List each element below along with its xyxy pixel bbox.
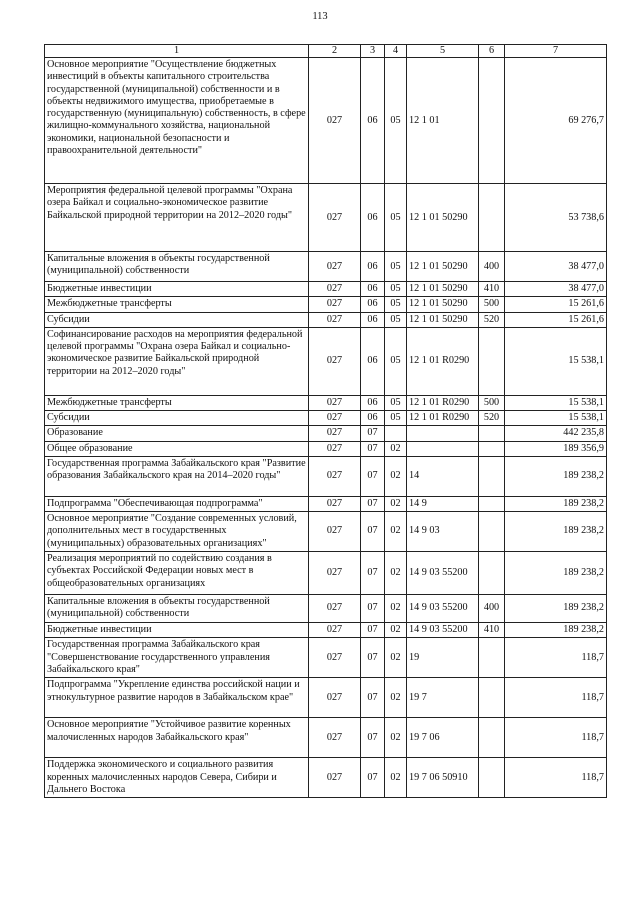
table-row [45,758,607,798]
subsection-cell: 05 [385,411,407,426]
column-header: 1 [45,45,309,58]
expense-type-cell [479,512,505,552]
amount-cell: 442 235,8 [505,426,607,441]
subsection-cell: 02 [385,552,407,595]
row-name-cell: Подпрограмма "Укрепление единства российской нации и этнокультурное развитие народов в Забайкальском крае" [45,678,309,718]
row-name-cell: Бюджетные инвестиции [45,282,309,297]
expense-type-cell [479,496,505,511]
amount-cell: 15 261,6 [505,297,607,312]
code-cell: 027 [309,58,361,184]
target-article-cell: 19 7 06 [407,718,479,758]
code-cell: 027 [309,638,361,678]
column-header: 7 [505,45,607,58]
amount-cell: 15 538,1 [505,395,607,410]
section-cell: 06 [361,312,385,327]
code-cell: 027 [309,595,361,623]
amount-cell: 189 356,9 [505,441,607,456]
target-article-cell: 12 1 01 50290 [407,282,479,297]
section-cell: 07 [361,426,385,441]
code-cell: 027 [309,282,361,297]
code-cell: 027 [309,411,361,426]
column-header: 3 [361,45,385,58]
section-cell: 06 [361,395,385,410]
table-row [45,678,607,718]
expense-type-cell: 520 [479,312,505,327]
budget-table [44,44,607,798]
column-header: 5 [407,45,479,58]
section-cell: 07 [361,456,385,496]
amount-cell: 118,7 [505,758,607,798]
section-cell: 07 [361,496,385,511]
subsection-cell: 02 [385,638,407,678]
row-name-cell: Поддержка экономического и социального развития коренных малочисленных народов Севера, Сибири и Дальнего Востока [45,758,309,798]
table-row [45,718,607,758]
target-article-cell: 12 1 01 R0290 [407,327,479,395]
amount-cell: 53 738,6 [505,184,607,252]
target-article-cell: 12 1 01 50290 [407,312,479,327]
amount-cell: 189 238,2 [505,512,607,552]
subsection-cell: 02 [385,758,407,798]
column-header: 2 [309,45,361,58]
expense-type-cell [479,456,505,496]
row-name-cell: Софинансирование расходов на мероприятия федеральной целевой программы "Охрана озера Байкал и социально-экономическое развитие Байкальской природной территории на 2012–2020 годы" [45,327,309,395]
expense-type-cell: 400 [479,252,505,282]
section-cell: 07 [361,552,385,595]
table-row [45,552,607,595]
amount-cell: 189 238,2 [505,552,607,595]
expense-type-cell: 500 [479,395,505,410]
target-article-cell: 19 7 06 50910 [407,758,479,798]
subsection-cell: 05 [385,184,407,252]
table-row [45,441,607,456]
target-article-cell: 12 1 01 50290 [407,184,479,252]
subsection-cell: 05 [385,312,407,327]
section-cell: 06 [361,58,385,184]
table-header-row [45,45,607,58]
amount-cell: 15 261,6 [505,312,607,327]
section-cell: 07 [361,678,385,718]
table-row [45,456,607,496]
expense-type-cell: 400 [479,595,505,623]
table-row [45,282,607,297]
expense-type-cell [479,638,505,678]
code-cell: 027 [309,426,361,441]
code-cell: 027 [309,678,361,718]
table-body [45,58,607,798]
target-article-cell [407,441,479,456]
row-name-cell: Основное мероприятие "Создание современных условий, дополнительных мест в государственных (муниципальных) образовательных организациях" [45,512,309,552]
table-row [45,252,607,282]
target-article-cell: 12 1 01 R0290 [407,395,479,410]
code-cell: 027 [309,512,361,552]
target-article-cell: 14 9 [407,496,479,511]
target-article-cell: 14 9 03 [407,512,479,552]
amount-cell: 38 477,0 [505,282,607,297]
target-article-cell: 14 9 03 55200 [407,595,479,623]
table-row [45,184,607,252]
expense-type-cell [479,758,505,798]
subsection-cell: 05 [385,282,407,297]
target-article-cell: 14 [407,456,479,496]
row-name-cell: Реализация мероприятий по содействию создания в субъектах Российской Федерации новых мест в общеобразовательных организациях [45,552,309,595]
row-name-cell: Государственная программа Забайкальского края "Развитие образования Забайкальского края на 2014–2020 годы" [45,456,309,496]
table-row [45,595,607,623]
amount-cell: 118,7 [505,638,607,678]
subsection-cell: 02 [385,595,407,623]
code-cell: 027 [309,252,361,282]
row-name-cell: Межбюджетные трансферты [45,297,309,312]
subsection-cell: 02 [385,678,407,718]
table-row [45,496,607,511]
code-cell: 027 [309,623,361,638]
table-row [45,327,607,395]
expense-type-cell [479,441,505,456]
expense-type-cell [479,718,505,758]
amount-cell: 189 238,2 [505,456,607,496]
row-name-cell: Государственная программа Забайкальского края "Совершенствование государственного управления Забайкальского края" [45,638,309,678]
table-row [45,426,607,441]
expense-type-cell: 410 [479,282,505,297]
section-cell: 07 [361,512,385,552]
amount-cell: 15 538,1 [505,411,607,426]
section-cell: 06 [361,327,385,395]
row-name-cell: Основное мероприятие "Осуществление бюджетных инвестиций в объекты капитального строительства государственной (муниципальной) собственности и в объекты недвижимого имущества, приобретаемые в государственную (муниципальную) собственность, в сфере жилищно-коммунального хозяйства, национальной экономики, национальной безопасности и правоохранительной деятельности" [45,58,309,184]
row-name-cell: Бюджетные инвестиции [45,623,309,638]
target-article-cell: 19 7 [407,678,479,718]
expense-type-cell [479,426,505,441]
expense-type-cell: 500 [479,297,505,312]
code-cell: 027 [309,456,361,496]
target-article-cell [407,426,479,441]
expense-type-cell [479,184,505,252]
target-article-cell: 12 1 01 50290 [407,297,479,312]
subsection-cell: 05 [385,297,407,312]
table-row [45,512,607,552]
amount-cell: 118,7 [505,678,607,718]
section-cell: 06 [361,411,385,426]
code-cell: 027 [309,441,361,456]
table-row [45,297,607,312]
table-row [45,623,607,638]
row-name-cell: Субсидии [45,411,309,426]
section-cell: 07 [361,441,385,456]
page-number: 113 [312,11,328,22]
amount-cell: 69 276,7 [505,58,607,184]
target-article-cell: 14 9 03 55200 [407,552,479,595]
expense-type-cell [479,552,505,595]
row-name-cell: Субсидии [45,312,309,327]
row-name-cell: Капитальные вложения в объекты государственной (муниципальной) собственности [45,252,309,282]
table-row [45,58,607,184]
section-cell: 07 [361,638,385,678]
table-row [45,638,607,678]
row-name-cell: Образование [45,426,309,441]
code-cell: 027 [309,312,361,327]
subsection-cell [385,426,407,441]
expense-type-cell [479,58,505,184]
section-cell: 07 [361,758,385,798]
section-cell: 06 [361,297,385,312]
code-cell: 027 [309,184,361,252]
code-cell: 027 [309,327,361,395]
column-header: 6 [479,45,505,58]
subsection-cell: 05 [385,395,407,410]
code-cell: 027 [309,395,361,410]
subsection-cell: 02 [385,496,407,511]
target-article-cell: 12 1 01 50290 [407,252,479,282]
code-cell: 027 [309,496,361,511]
row-name-cell: Мероприятия федеральной целевой программы "Охрана озера Байкал и социально-экономическое развитие Байкальской природной территории на 2012–2020 годы" [45,184,309,252]
amount-cell: 189 238,2 [505,623,607,638]
code-cell: 027 [309,552,361,595]
target-article-cell: 12 1 01 [407,58,479,184]
column-header: 4 [385,45,407,58]
code-cell: 027 [309,718,361,758]
subsection-cell: 02 [385,441,407,456]
target-article-cell: 14 9 03 55200 [407,623,479,638]
amount-cell: 38 477,0 [505,252,607,282]
subsection-cell: 02 [385,718,407,758]
amount-cell: 189 238,2 [505,496,607,511]
row-name-cell: Капитальные вложения в объекты государственной (муниципальной) собственности [45,595,309,623]
section-cell: 07 [361,718,385,758]
expense-type-cell [479,327,505,395]
table-row [45,411,607,426]
subsection-cell: 02 [385,623,407,638]
target-article-cell: 19 [407,638,479,678]
expense-type-cell: 410 [479,623,505,638]
code-cell: 027 [309,297,361,312]
row-name-cell: Основное мероприятие "Устойчивое развитие коренных малочисленных народов Забайкальского края" [45,718,309,758]
target-article-cell: 12 1 01 R0290 [407,411,479,426]
row-name-cell: Общее образование [45,441,309,456]
amount-cell: 15 538,1 [505,327,607,395]
amount-cell: 118,7 [505,718,607,758]
subsection-cell: 05 [385,252,407,282]
row-name-cell: Подпрограмма "Обеспечивающая подпрограмма" [45,496,309,511]
section-cell: 07 [361,595,385,623]
table-row [45,312,607,327]
amount-cell: 189 238,2 [505,595,607,623]
code-cell: 027 [309,758,361,798]
expense-type-cell [479,678,505,718]
subsection-cell: 02 [385,456,407,496]
expense-type-cell: 520 [479,411,505,426]
row-name-cell: Межбюджетные трансферты [45,395,309,410]
section-cell: 07 [361,623,385,638]
section-cell: 06 [361,252,385,282]
section-cell: 06 [361,282,385,297]
subsection-cell: 05 [385,58,407,184]
subsection-cell: 05 [385,327,407,395]
section-cell: 06 [361,184,385,252]
subsection-cell: 02 [385,512,407,552]
table-row [45,395,607,410]
